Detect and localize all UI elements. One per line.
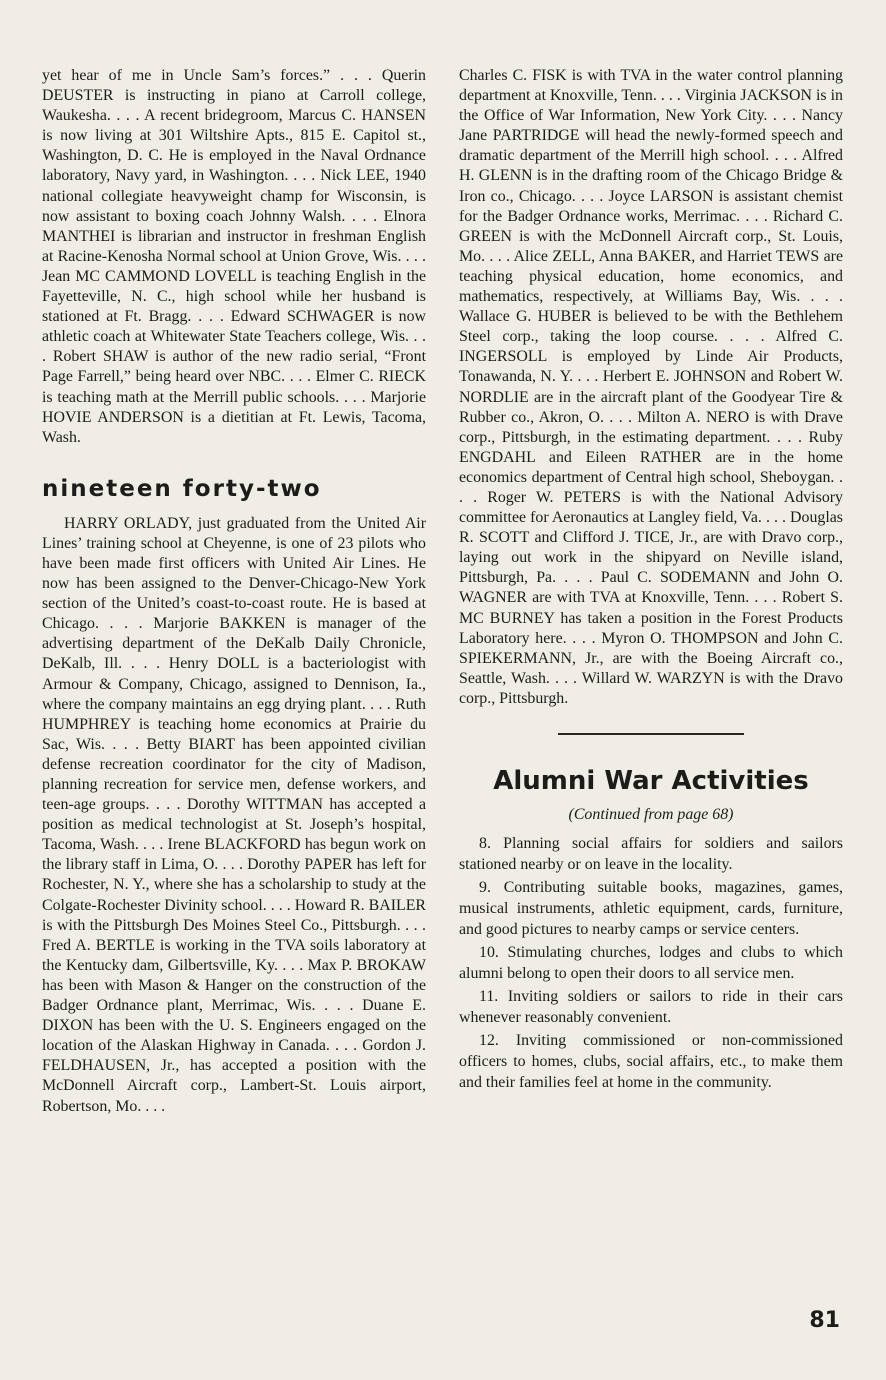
class-1942-heading: nineteen forty-two [42, 475, 322, 502]
class-notes-continued-paragraph: yet hear of me in Uncle Sam’s forces.” . . . Querin DEUSTER is instructing in piano at Carroll college, Waukesha. . . . A recent bridegroom, Marcus C. HANSEN is now living at 301 Wiltshire Apts., 815 E. Capitol st., Washington, D. C. He is employed in the Naval Ordnance laboratory, Navy yard, in Washington. . . . Nick LEE, 1940 national collegiate heavyweight champ for Wisconsin, is now assistant to boxing coach Johnny Walsh. . . . Elnora MANTHEI is librarian and instructor in freshman English at Racine-Kenosha Normal school at Union Grove, Wis. . . . Jean MC CAMMOND LOVELL is teaching English in the Fayetteville, N. C., high school while her husband is stationed at Ft. Bragg. . . . Edward SCHWAGER is now athletic coach at Whitewater State Teachers college, Wis. . . . Robert SHAW is author of the new radio serial, “Front Page Farrell,” being heard over NBC. . . . Elmer C. RIECK is teaching math at the Merrill public schools. . . . Marjorie HOVIE ANDERSON is a dietitian at Ft. Lewis, Tacoma, Wash. [42, 67, 426, 446]
class-1942-continued-paragraph: Charles C. FISK is with TVA in the water control planning department at Knoxville, Tenn. . . . Virginia JACKSON is in the Office of War Information, New York City. . . . Nancy Jane PARTRIDGE will head the newly-formed speech and dramatic department of the Merrill high school. . . . Alfred H. GLENN is in the drafting room of the Chicago Bridge & Iron co., Chicago. . . . Joyce LARSON is assistant chemist for the Badger Ordnance works, Merrimac. . . . Richard C. GREEN is with the McDonnell Aircraft corp., St. Louis, Mo. . . . Alice ZELL, Anna BAKER, and Harriet TEWS are teaching physical education, home economics, and mathematics, respectively, at Williams Bay, Wis. . . . Wallace G. HUBER is believed to be with the Bethlehem Steel corp., taking the loop course. . . . Alfred C. INGERSOLL is employed by Linde Air Products, Tonawanda, N. Y. . . . Herbert E. JOHNSON and Robert W. NORDLIE are in the aircraft plant of the Goodyear Tire & Rubber co., Akron, O. . . . Milton A. NERO is with Drave corp., Pittsburgh, in the estimating department. . . . Ruby ENGDAHL and Eileen RATHER are in the home economics department of Central high school, Sheboygan. . . . Roger W. PETERS is with the National Advisory committee for Aeronautics at Langley field, Va. . . . Douglas R. SCOTT and Clifford J. TICE, Jr., are with Dravo corp., laying out work in the shipyard on Neville island, Pittsburgh, Pa. . . . Paul C. SODEMANN and John O. WAGNER are with TVA at Knoxville, Tenn. . . . Robert S. MC BURNEY has taken a position in the Forest Products Laboratory here. . . . Myron O. THOMPSON and John C. SPIEKERMANN, Jr., are with the Boeing Aircraft co., Seattle, Wash. . . . Willard W. WARZYN is with the Dravo corp., Pittsburgh. [459, 67, 843, 707]
activity-item: 12. Inviting commissioned or non-commissioned officers to homes, clubs, social affairs, etc., to make them and their families feel at home in the community. [459, 1032, 843, 1091]
activity-item: 11. Inviting soldiers or sailors to ride in their cars whenever reasonably convenient. [459, 988, 843, 1026]
alumni-war-activities-title: Alumni War Activities [493, 766, 809, 796]
section-divider [558, 733, 744, 735]
activity-item: 9. Contributing suitable books, magazines, games, musical instruments, athletic equipment, cards, furniture, and good pictures to nearby camps or service centers. [459, 879, 843, 938]
continued-from-note: (Continued from page 68) [568, 806, 734, 823]
left-column [42, 66, 426, 1117]
right-column [459, 66, 843, 1095]
activity-item: 8. Planning social affairs for soldiers and sailors stationed nearby or on leave in the locality. [459, 835, 843, 873]
activity-item: 10. Stimulating churches, lodges and clubs to which alumni belong to open their doors to all service men. [459, 944, 843, 982]
class-1942-paragraph: HARRY ORLADY, just graduated from the United Air Lines’ training school at Cheyenne, is one of 23 pilots who have been made first officers with United Air Lines. He now has been assigned to the Denver-Chicago-New York section of the United’s coast-to-coast route. He is based at Chicago. . . . Marjorie BAKKEN is manager of the advertising department of the DeKalb Daily Chronicle, DeKalb, Ill. . . . Henry DOLL is a bacteriologist with Armour & Company, Chicago, assigned to Dennison, Ia., where the company maintains an egg drying plant. . . . Ruth HUMPHREY is teaching home economics at Prairie du Sac, Wis. . . . Betty BIART has been appointed civilian defense recreation coordinator for the city of Madison, planning recreation for service men, defense workers, and teen-age groups. . . . Dorothy WITTMAN has accepted a position as medical technologist at St. Joseph’s hospital, Tacoma, Wash. . . . Irene BLACKFORD has begun work on the library staff in Lima, O. . . . Dorothy PAPER has left for Rochester, N. Y., where she has a scholarship to study at the Colgate-Rochester Divinity school. . . . Howard R. BAILER is with the Pittsburgh Des Moines Steel Co., Pittsburgh. . . . Fred A. BERTLE is working in the TVA soils laboratory at the Kentucky dam, Gilbertsville, Ky. . . . Max P. BROKAW has been with Mason & Hanger on the construction of the Badger Ordnance plant, Merrimac, Wis. . . . Duane E. DIXON has been with the U. S. Engineers engaged on the location of the Alaskan Highway in Canada. . . . Gordon J. FELDHAUSEN, Jr., has accepted a position with the McDonnell Aircraft corp., Lambert-St. Louis airport, Robertson, Mo. . . . [42, 514, 426, 1115]
page-number: 81 [809, 1308, 840, 1333]
